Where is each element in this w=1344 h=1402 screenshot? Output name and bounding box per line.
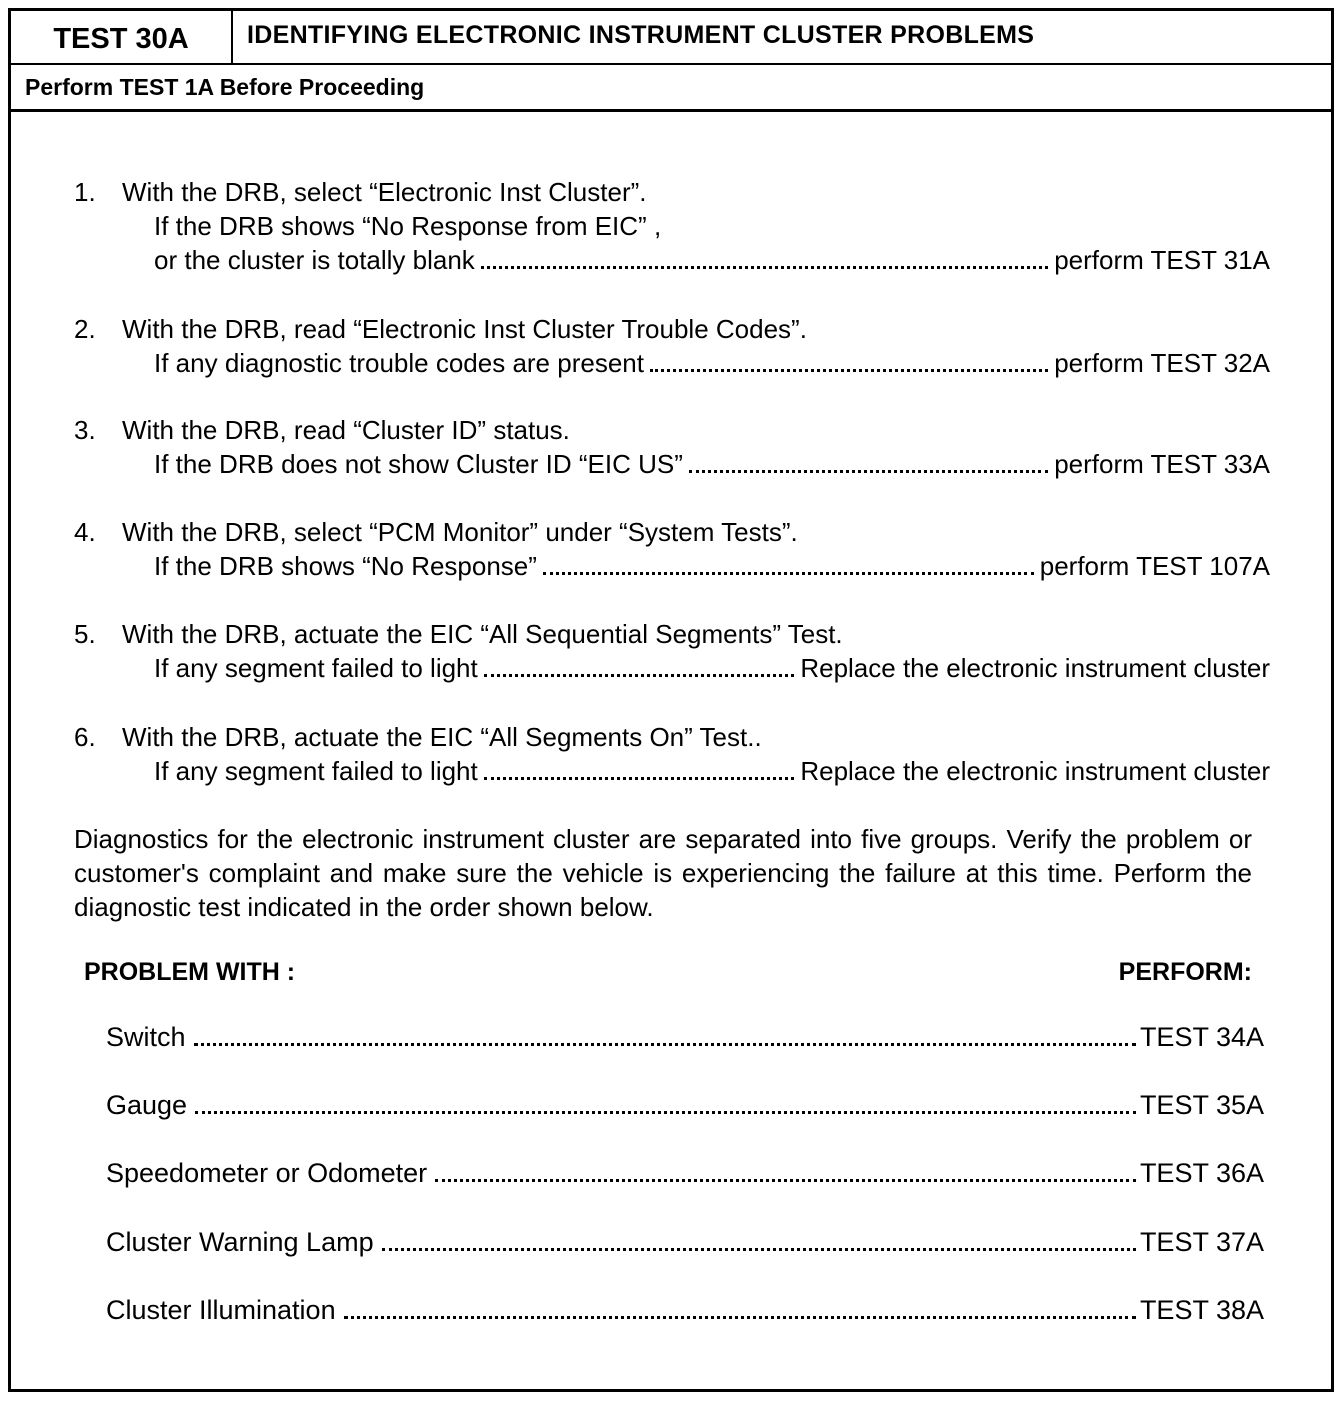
- step-condition: If any segment failed to light: [154, 756, 478, 786]
- step-instruction: With the DRB, actuate the EIC “All Segments On” Test..: [122, 722, 762, 752]
- step-instruction: With the DRB, read “Cluster ID” status.: [122, 415, 570, 445]
- problem-test: TEST 36A: [1139, 1158, 1264, 1188]
- step-instruction: With the DRB, read “Electronic Inst Cluster Trouble Codes”.: [122, 314, 807, 344]
- dot-leader: [382, 1248, 1136, 1251]
- step-action: Replace the electronic instrument cluster: [800, 653, 1270, 683]
- dot-leader: [484, 777, 795, 780]
- page-title: IDENTIFYING ELECTRONIC INSTRUMENT CLUSTER PROBLEMS: [247, 21, 1035, 49]
- step-number: 6.: [74, 722, 96, 752]
- problem-name: Gauge: [106, 1090, 188, 1120]
- problem-test: TEST 34A: [1139, 1022, 1264, 1052]
- dot-leader: [195, 1111, 1136, 1114]
- dot-leader: [194, 1043, 1136, 1046]
- problem-row: [106, 1227, 1264, 1267]
- step-action: perform TEST 31A: [1054, 245, 1270, 275]
- dot-leader: [344, 1316, 1136, 1319]
- perform-column-header: PERFORM:: [1118, 958, 1252, 986]
- problem-row: [106, 1022, 1264, 1062]
- step-instruction: With the DRB, select “PCM Monitor” under “System Tests”.: [122, 517, 798, 547]
- step-condition: or the cluster is totally blank: [154, 245, 475, 275]
- instructions-paragraph: Diagnostics for the electronic instrument cluster are separated into five groups. Verify the problem or customer's complaint and make sure the vehicle is experiencing the failure at this time. Perform the diagnostic test indicated in the order shown below.: [74, 824, 1252, 922]
- step-condition: If the DRB does not show Cluster ID “EIC US”: [154, 449, 683, 479]
- dot-leader: [689, 470, 1048, 473]
- test-id: TEST 30A: [11, 11, 233, 63]
- step-condition: If the DRB shows “No Response”: [154, 551, 537, 581]
- problem-test: TEST 35A: [1139, 1090, 1264, 1120]
- step-5: [74, 617, 1270, 685]
- step-4: [74, 515, 1270, 583]
- dot-leader: [650, 369, 1048, 372]
- problem-name: Cluster Warning Lamp: [106, 1227, 374, 1257]
- step-leader-line: [154, 243, 1270, 277]
- step-2: [74, 312, 1270, 380]
- problem-test: TEST 37A: [1139, 1227, 1264, 1257]
- problem-row: [106, 1158, 1264, 1198]
- problem-row: [106, 1295, 1264, 1335]
- step-number: 5.: [74, 619, 96, 649]
- step-condition: If the DRB shows “No Response from EIC” ,: [154, 211, 662, 241]
- step-action: perform TEST 33A: [1054, 449, 1270, 479]
- step-leader-line: [154, 754, 1270, 788]
- header-row: [11, 11, 1331, 65]
- problem-name: Switch: [106, 1022, 186, 1052]
- step-instruction: With the DRB, select “Electronic Inst Cluster”.: [122, 177, 647, 207]
- step-number: 3.: [74, 415, 96, 445]
- step-condition: If any segment failed to light: [154, 653, 478, 683]
- step-leader-line: [154, 346, 1270, 380]
- step-action: perform TEST 32A: [1054, 348, 1270, 378]
- step-3: [74, 413, 1270, 481]
- page-subtitle: Perform TEST 1A Before Proceeding: [25, 74, 425, 100]
- step-leader-line: [154, 447, 1270, 481]
- step-6: [74, 720, 1270, 788]
- step-action: Replace the electronic instrument cluster: [800, 756, 1270, 786]
- step-number: 2.: [74, 314, 96, 344]
- dot-leader: [435, 1179, 1136, 1182]
- step-instruction: With the DRB, actuate the EIC “All Sequential Segments” Test.: [122, 619, 843, 649]
- step-leader-line: [154, 651, 1270, 685]
- dot-leader: [543, 572, 1034, 575]
- subtitle-row: [11, 63, 1331, 112]
- problem-name: Speedometer or Odometer: [106, 1158, 428, 1188]
- step-number: 4.: [74, 517, 96, 547]
- step-condition: If any diagnostic trouble codes are present: [154, 348, 644, 378]
- problem-column-header: PROBLEM WITH :: [84, 958, 296, 986]
- step-number: 1.: [74, 177, 96, 207]
- dot-leader: [481, 266, 1048, 269]
- problem-name: Cluster Illumination: [106, 1295, 336, 1325]
- step-action: perform TEST 107A: [1039, 551, 1270, 581]
- step-1: [74, 175, 1270, 277]
- dot-leader: [484, 674, 795, 677]
- step-leader-line: [154, 549, 1270, 583]
- problem-test: TEST 38A: [1139, 1295, 1264, 1325]
- problem-row: [106, 1090, 1264, 1130]
